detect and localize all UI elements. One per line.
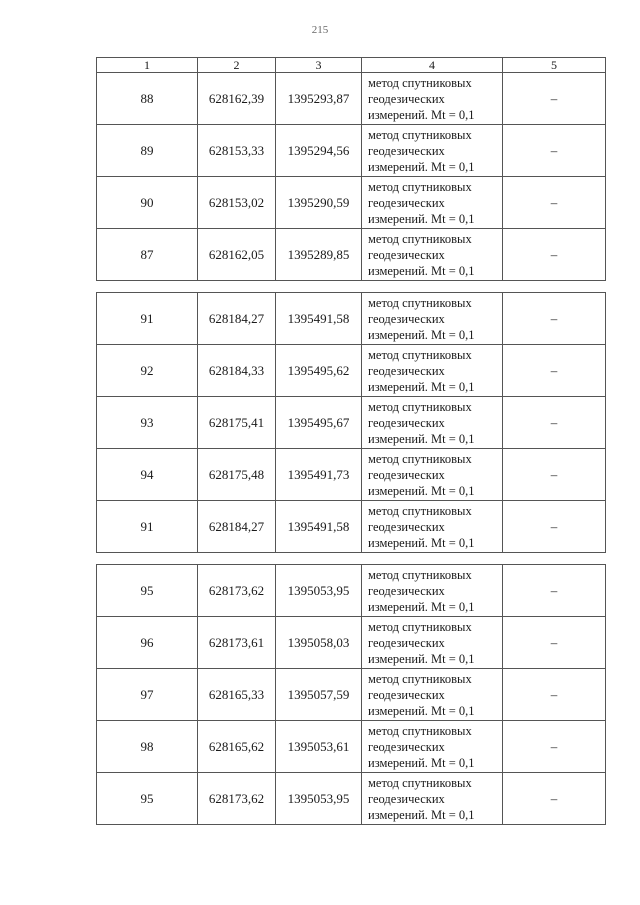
y-coordinate-cell: 1395058,03 bbox=[276, 617, 362, 669]
x-coordinate-cell: 628153,02 bbox=[198, 177, 276, 229]
method-line: геодезических bbox=[368, 791, 445, 806]
y-coordinate-cell: 1395294,56 bbox=[276, 125, 362, 177]
method-line: метод спутниковых bbox=[368, 295, 472, 310]
column-header: 5 bbox=[503, 58, 606, 73]
description-cell: – bbox=[503, 177, 606, 229]
method-cell bbox=[362, 501, 503, 553]
method-line: метод спутниковых bbox=[368, 775, 472, 790]
y-coordinate-cell: 1395491,58 bbox=[276, 293, 362, 345]
method-line: измерений. Mt = 0,1 bbox=[368, 107, 475, 122]
table-row bbox=[97, 501, 606, 553]
table-header-row bbox=[97, 58, 606, 73]
method-line: геодезических bbox=[368, 739, 445, 754]
method-line: геодезических bbox=[368, 467, 445, 482]
description-cell: – bbox=[503, 73, 606, 125]
method-line: измерений. Mt = 0,1 bbox=[368, 599, 475, 614]
x-coordinate-cell: 628175,41 bbox=[198, 397, 276, 449]
method-line: измерений. Mt = 0,1 bbox=[368, 703, 475, 718]
table-row bbox=[97, 773, 606, 825]
method-line: измерений. Mt = 0,1 bbox=[368, 431, 475, 446]
x-coordinate-cell: 628184,33 bbox=[198, 345, 276, 397]
method-cell bbox=[362, 721, 503, 773]
method-line: геодезических bbox=[368, 311, 445, 326]
table-row bbox=[97, 617, 606, 669]
point-number-cell: 95 bbox=[97, 773, 198, 825]
point-number-cell: 91 bbox=[97, 293, 198, 345]
point-number-cell: 98 bbox=[97, 721, 198, 773]
method-line: метод спутниковых bbox=[368, 231, 472, 246]
description-cell: – bbox=[503, 669, 606, 721]
x-coordinate-cell: 628184,27 bbox=[198, 293, 276, 345]
point-number-cell: 96 bbox=[97, 617, 198, 669]
page-number: 215 bbox=[311, 24, 329, 36]
x-coordinate-cell: 628173,61 bbox=[198, 617, 276, 669]
separator-cell bbox=[97, 553, 606, 565]
method-cell bbox=[362, 669, 503, 721]
method-line: измерений. Mt = 0,1 bbox=[368, 755, 475, 770]
y-coordinate-cell: 1395053,95 bbox=[276, 565, 362, 617]
method-line: метод спутниковых bbox=[368, 451, 472, 466]
column-header: 1 bbox=[97, 58, 198, 73]
method-line: измерений. Mt = 0,1 bbox=[368, 483, 475, 498]
method-cell bbox=[362, 565, 503, 617]
coordinates-table-body bbox=[97, 58, 606, 825]
y-coordinate-cell: 1395293,87 bbox=[276, 73, 362, 125]
point-number-cell: 92 bbox=[97, 345, 198, 397]
method-line: геодезических bbox=[368, 519, 445, 534]
method-line: измерений. Mt = 0,1 bbox=[368, 263, 475, 278]
description-cell: – bbox=[503, 397, 606, 449]
method-line: метод спутниковых bbox=[368, 619, 472, 634]
column-header: 4 bbox=[362, 58, 503, 73]
x-coordinate-cell: 628165,33 bbox=[198, 669, 276, 721]
method-line: геодезических bbox=[368, 91, 445, 106]
table-row bbox=[97, 177, 606, 229]
method-line: измерений. Mt = 0,1 bbox=[368, 327, 475, 342]
y-coordinate-cell: 1395491,58 bbox=[276, 501, 362, 553]
table-row bbox=[97, 345, 606, 397]
method-line: метод спутниковых bbox=[368, 723, 472, 738]
x-coordinate-cell: 628175,48 bbox=[198, 449, 276, 501]
group-separator bbox=[97, 281, 606, 293]
description-cell: – bbox=[503, 345, 606, 397]
method-cell bbox=[362, 293, 503, 345]
table-row bbox=[97, 449, 606, 501]
method-cell bbox=[362, 229, 503, 281]
point-number-cell: 88 bbox=[97, 73, 198, 125]
method-line: измерений. Mt = 0,1 bbox=[368, 379, 475, 394]
y-coordinate-cell: 1395289,85 bbox=[276, 229, 362, 281]
method-line: измерений. Mt = 0,1 bbox=[368, 159, 475, 174]
description-cell: – bbox=[503, 773, 606, 825]
point-number-cell: 94 bbox=[97, 449, 198, 501]
point-number-cell: 87 bbox=[97, 229, 198, 281]
table-row bbox=[97, 125, 606, 177]
method-line: геодезических bbox=[368, 687, 445, 702]
method-line: измерений. Mt = 0,1 bbox=[368, 651, 475, 666]
x-coordinate-cell: 628184,27 bbox=[198, 501, 276, 553]
table-row bbox=[97, 293, 606, 345]
point-number-cell: 93 bbox=[97, 397, 198, 449]
method-cell bbox=[362, 125, 503, 177]
method-cell bbox=[362, 177, 503, 229]
y-coordinate-cell: 1395290,59 bbox=[276, 177, 362, 229]
method-cell bbox=[362, 773, 503, 825]
table-row bbox=[97, 73, 606, 125]
point-number-cell: 95 bbox=[97, 565, 198, 617]
method-line: геодезических bbox=[368, 143, 445, 158]
y-coordinate-cell: 1395053,95 bbox=[276, 773, 362, 825]
y-coordinate-cell: 1395053,61 bbox=[276, 721, 362, 773]
column-header: 2 bbox=[198, 58, 276, 73]
separator-cell bbox=[97, 281, 606, 293]
point-number-cell: 89 bbox=[97, 125, 198, 177]
method-line: геодезических bbox=[368, 635, 445, 650]
description-cell: – bbox=[503, 125, 606, 177]
method-line: метод спутниковых bbox=[368, 127, 472, 142]
description-cell: – bbox=[503, 501, 606, 553]
y-coordinate-cell: 1395495,67 bbox=[276, 397, 362, 449]
method-cell bbox=[362, 617, 503, 669]
column-header: 3 bbox=[276, 58, 362, 73]
x-coordinate-cell: 628173,62 bbox=[198, 565, 276, 617]
x-coordinate-cell: 628165,62 bbox=[198, 721, 276, 773]
x-coordinate-cell: 628153,33 bbox=[198, 125, 276, 177]
method-line: геодезических bbox=[368, 195, 445, 210]
x-coordinate-cell: 628173,62 bbox=[198, 773, 276, 825]
method-line: метод спутниковых bbox=[368, 503, 472, 518]
point-number-cell: 97 bbox=[97, 669, 198, 721]
description-cell: – bbox=[503, 565, 606, 617]
group-separator bbox=[97, 553, 606, 565]
method-line: измерений. Mt = 0,1 bbox=[368, 535, 475, 550]
method-line: метод спутниковых bbox=[368, 399, 472, 414]
x-coordinate-cell: 628162,05 bbox=[198, 229, 276, 281]
method-line: метод спутниковых bbox=[368, 75, 472, 90]
description-cell: – bbox=[503, 617, 606, 669]
method-cell bbox=[362, 345, 503, 397]
x-coordinate-cell: 628162,39 bbox=[198, 73, 276, 125]
table-row bbox=[97, 397, 606, 449]
method-line: геодезических bbox=[368, 363, 445, 378]
description-cell: – bbox=[503, 229, 606, 281]
method-line: геодезических bbox=[368, 247, 445, 262]
method-line: метод спутниковых bbox=[368, 179, 472, 194]
description-cell: – bbox=[503, 449, 606, 501]
method-line: геодезических bbox=[368, 583, 445, 598]
y-coordinate-cell: 1395057,59 bbox=[276, 669, 362, 721]
method-line: геодезических bbox=[368, 415, 445, 430]
method-cell bbox=[362, 397, 503, 449]
table-row bbox=[97, 669, 606, 721]
point-number-cell: 90 bbox=[97, 177, 198, 229]
method-line: измерений. Mt = 0,1 bbox=[368, 807, 475, 822]
description-cell: – bbox=[503, 293, 606, 345]
method-line: метод спутниковых bbox=[368, 671, 472, 686]
point-number-cell: 91 bbox=[97, 501, 198, 553]
table-row bbox=[97, 229, 606, 281]
method-line: измерений. Mt = 0,1 bbox=[368, 211, 475, 226]
description-cell: – bbox=[503, 721, 606, 773]
table-row bbox=[97, 565, 606, 617]
method-cell bbox=[362, 73, 503, 125]
coordinates-table bbox=[96, 57, 606, 825]
method-line: метод спутниковых bbox=[368, 347, 472, 362]
table-row bbox=[97, 721, 606, 773]
y-coordinate-cell: 1395491,73 bbox=[276, 449, 362, 501]
y-coordinate-cell: 1395495,62 bbox=[276, 345, 362, 397]
method-line: метод спутниковых bbox=[368, 567, 472, 582]
method-cell bbox=[362, 449, 503, 501]
